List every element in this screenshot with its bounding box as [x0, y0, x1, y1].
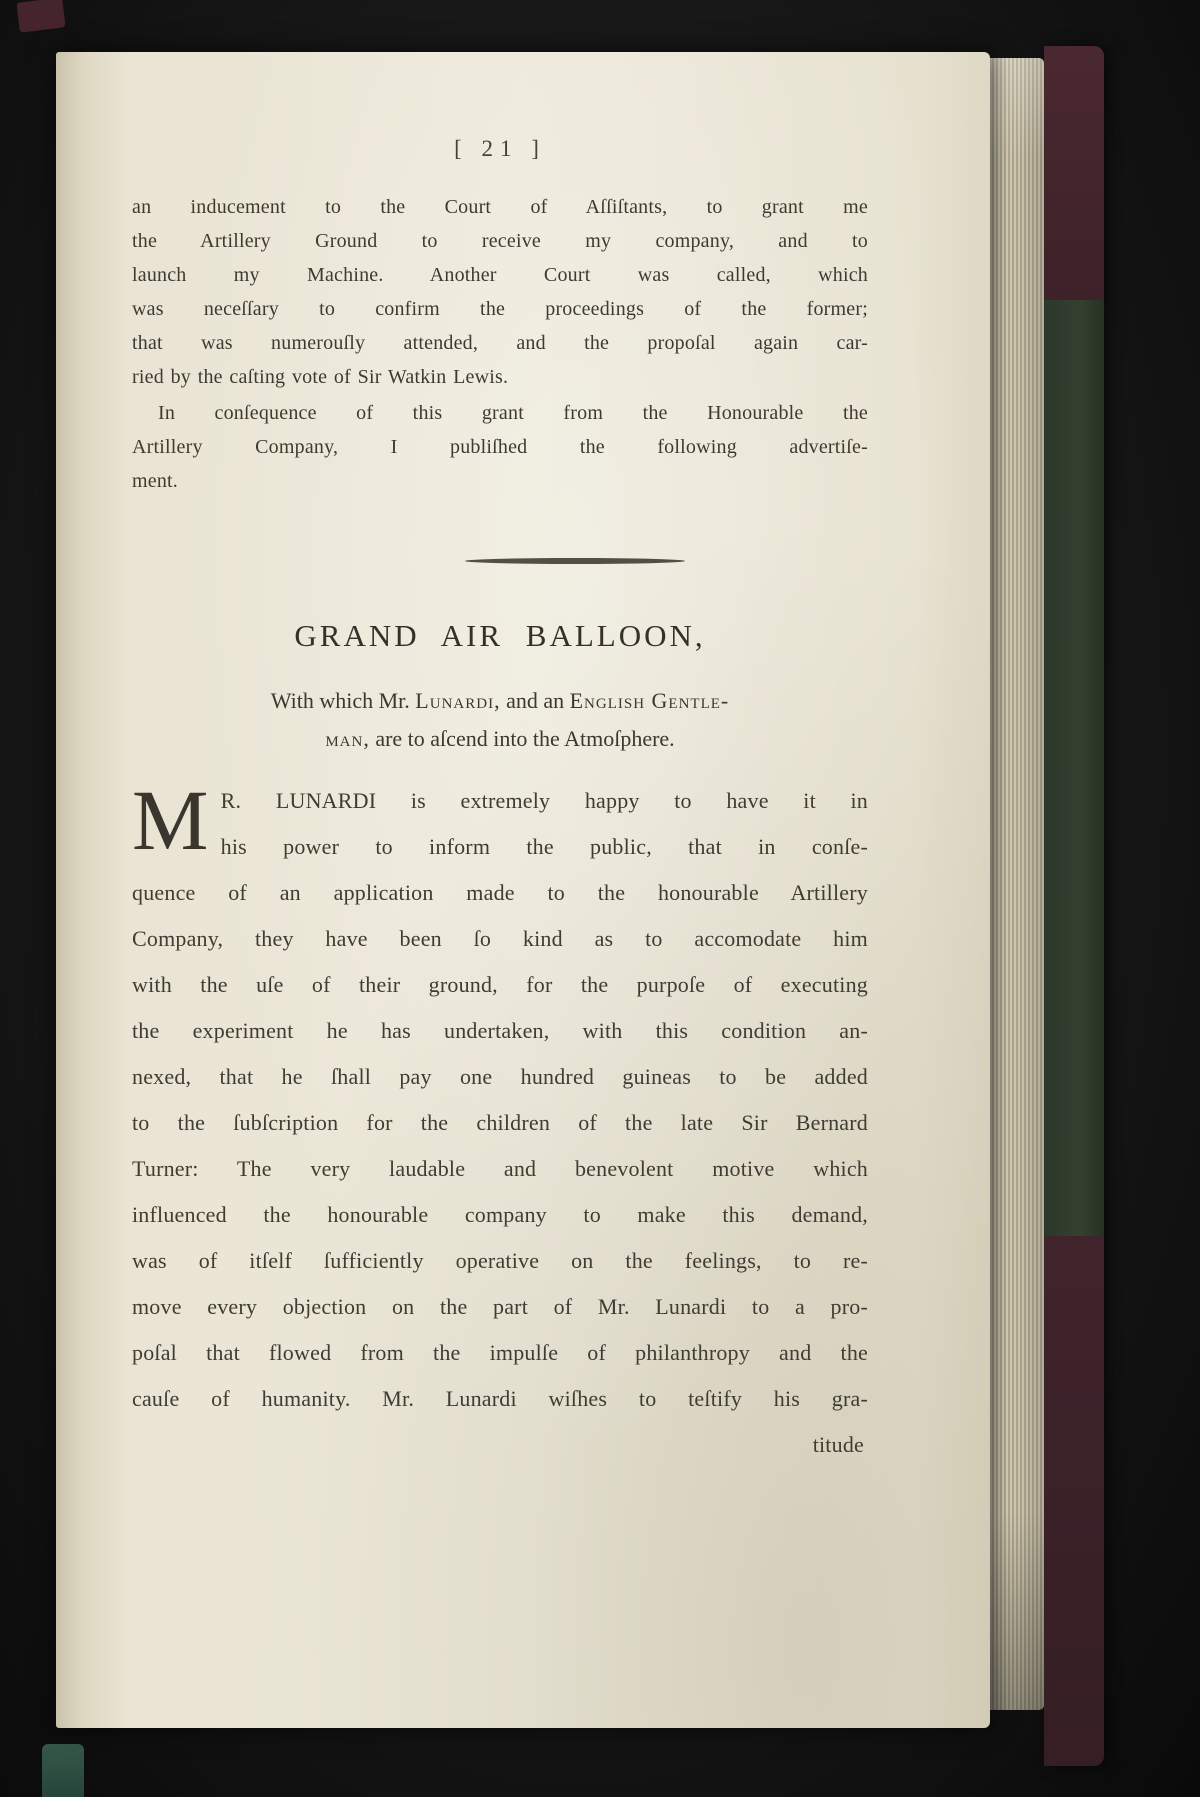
cover-maroon-top: [1044, 46, 1104, 300]
text-line: Turner: The very laudable and benevolent motive which: [132, 1156, 868, 1181]
advertisement-body: [132, 772, 868, 1468]
text-line: cauſe of humanity. Mr. Lunardi wiſhes to teſtify his gra-: [132, 1386, 868, 1411]
text-line: influenced the honourable company to make this demand,: [132, 1202, 868, 1227]
text-line: launch my Machine. Another Court was called, which: [132, 264, 868, 286]
cover-maroon-bottom: [1044, 1236, 1104, 1766]
catchword: titude: [812, 1432, 864, 1457]
subheading-text: With which Mr.: [270, 688, 416, 713]
text-line: poſal that flowed from the impulſe of philanthropy and the: [132, 1340, 868, 1365]
text-line: an inducement to the Court of Aſſiſtants, to grant me: [132, 196, 868, 218]
page-stack-fore-edge: [986, 58, 1044, 1710]
text-line: ried by the caſting vote of Sir Watkin Lewis.: [132, 366, 509, 388]
drop-cap-M: M: [132, 772, 209, 868]
text-line: with the uſe of their ground, for the purpoſe of executing: [132, 972, 868, 997]
cover-green-band: [1044, 300, 1104, 1236]
advertisement-body-lines: [132, 772, 868, 1422]
text-line: quence of an application made to the honourable Artillery: [132, 880, 868, 905]
text-line: Company, they have been ſo kind as to accomodate him: [132, 926, 868, 951]
subheading-smallcaps-lunardi: Lunardi,: [415, 688, 501, 713]
decorative-rule: [465, 558, 685, 564]
subheading-smallcaps-man: man,: [325, 726, 370, 751]
page-number: [ 21 ]: [454, 136, 546, 161]
paragraph-consequence: [132, 396, 868, 498]
text-line: R. LUNARDI is extremely happy to have it in: [220, 788, 868, 813]
text-line: the experiment he has undertaken, with this condition an-: [132, 1018, 868, 1043]
text-line: that was numerouſly attended, and the propoſal again car-: [132, 332, 868, 354]
text-line: In conſequence of this grant from the Honourable the: [158, 402, 868, 424]
text-line: nexed, that he ſhall pay one hundred guineas to be added: [132, 1064, 868, 1089]
text-line: move every objection on the part of Mr. Lunardi to a pro-: [132, 1294, 868, 1319]
paragraph-inducement: [132, 190, 868, 394]
text-line: was neceſſary to confirm the proceedings of the former;: [132, 298, 868, 320]
text-line: was of itſelf ſufficiently operative on the feelings, to re-: [132, 1248, 868, 1273]
book-cover-edge: [1044, 46, 1104, 1766]
advertisement-subheading: [132, 682, 868, 758]
subheading-line-1: [132, 682, 868, 720]
subheading-smallcaps-english-gentle: English Gentle-: [569, 688, 730, 713]
text-line: ment.: [132, 470, 178, 492]
text-line: Artillery Company, I publiſhed the following advertiſe-: [132, 436, 868, 458]
text-line: his power to inform the public, that in conſe-: [220, 834, 868, 859]
subheading-text: and an: [500, 688, 570, 713]
book-page: [56, 52, 990, 1728]
subheading-text: are to aſcend into the Atmoſphere.: [369, 726, 675, 751]
subheading-line-2: [132, 720, 868, 758]
text-line: to the ſubſcription for the children of the late Sir Bernard: [132, 1110, 868, 1135]
text-line: the Artillery Ground to receive my company, and to: [132, 230, 868, 252]
advertisement-heading: GRAND AIR BALLOON,: [294, 618, 706, 653]
cover-corner-bottom-left: [42, 1744, 84, 1797]
cover-corner-top-left: [16, 0, 65, 33]
